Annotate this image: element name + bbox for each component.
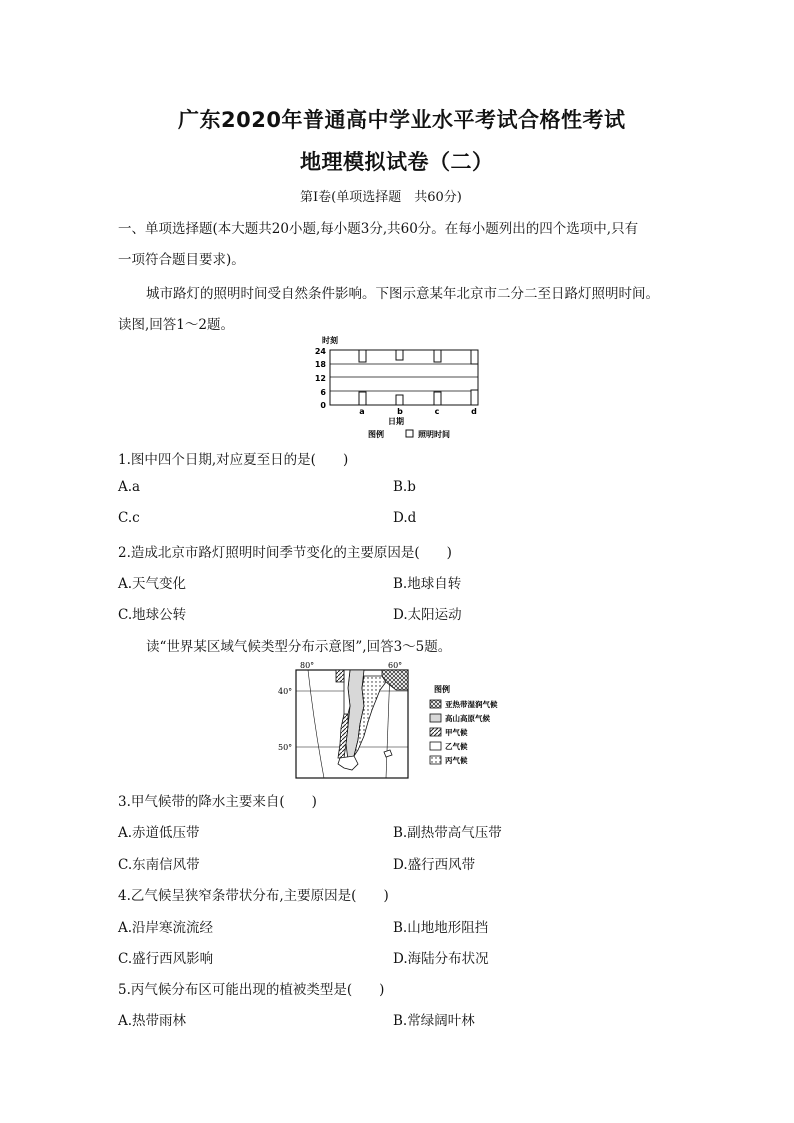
gridlines — [330, 364, 478, 391]
y-tick-0: 0 — [320, 401, 326, 410]
page-title: 广东2020年普通高中学业水平考试合格性考试 — [178, 108, 626, 132]
legend-item: 照明时间 — [418, 430, 450, 439]
lon-label-60: 60° — [388, 661, 403, 670]
x-label-c: c — [434, 407, 440, 416]
y-tick-6: 6 — [320, 388, 326, 397]
legend-label-yi: 乙气候 — [445, 742, 468, 751]
question-5-stem: 5.丙气候分布区可能出现的植被类型是( ) — [118, 982, 385, 998]
x-label-a: a — [359, 407, 365, 416]
question-5-option-b[interactable]: B.常绿阔叶林 — [393, 1013, 475, 1029]
legend-label-alpine: 高山高原气候 — [445, 714, 490, 723]
legend-swatch-bing — [430, 756, 441, 764]
question-1-option-c[interactable]: C.c — [118, 510, 140, 526]
x-axis-labels — [359, 407, 477, 416]
question-5-option-a[interactable]: A.热带雨林 — [118, 1013, 187, 1029]
legend-label-bing: 丙气候 — [445, 756, 468, 765]
lon-label-80: 80° — [300, 661, 315, 670]
question-2-option-c[interactable]: C.地球公转 — [118, 607, 187, 623]
question-2-option-d[interactable]: D.太阳运动 — [393, 607, 462, 623]
question-1-option-d[interactable]: D.d — [393, 510, 417, 526]
question-3-option-c[interactable]: C.东南信风带 — [118, 857, 200, 873]
instructions-line2: 一项符合题目要求)。 — [118, 252, 245, 268]
bar-c-evening — [434, 350, 441, 362]
question-2-stem: 2.造成北京市路灯照明时间季节变化的主要原因是( ) — [118, 545, 452, 561]
question-1-stem: 1.图中四个日期,对应夏至日的是( ) — [118, 452, 349, 468]
lighting-bars — [359, 350, 478, 405]
bar-b-evening — [396, 350, 403, 360]
legend-label-subtropical: 亚热带湿润气候 — [445, 700, 498, 709]
question-3-option-a[interactable]: A.赤道低压带 — [118, 825, 200, 841]
lat-label-40: 40° — [278, 687, 293, 696]
question-4-option-a[interactable]: A.沿岸寒流流经 — [118, 920, 214, 936]
x-label-d: d — [471, 407, 477, 416]
y-axis-ticks — [315, 347, 327, 410]
section-heading: 第Ⅰ卷(单项选择题 共60分) — [300, 190, 462, 205]
question-3-stem: 3.甲气候带的降水主要来自( ) — [118, 794, 317, 810]
lighting-time-chart — [300, 330, 490, 445]
region-jia-north — [336, 670, 344, 682]
x-label-b: b — [397, 407, 403, 416]
bar-b-morning — [396, 395, 403, 405]
legend-swatch-jia — [430, 728, 441, 736]
question-2-option-b[interactable]: B.地球自转 — [393, 576, 462, 592]
bar-d-evening — [471, 350, 478, 364]
instructions-line1: 一、单项选择题(本大题共20小题,每小题3分,共60分。在每小题列出的四个选项中,只有 — [118, 221, 639, 237]
question-1-option-a[interactable]: A.a — [118, 479, 141, 495]
bar-a-morning — [359, 392, 366, 405]
chart-frame — [330, 350, 478, 405]
legend-items — [430, 699, 498, 765]
legend-label: 图例 — [368, 430, 384, 439]
question-1-option-b[interactable]: B.b — [393, 479, 416, 495]
legend-swatch — [406, 430, 413, 437]
legend-label-jia: 甲气候 — [445, 728, 468, 737]
climate-map — [278, 660, 528, 782]
y-tick-12: 12 — [314, 374, 326, 383]
legend-title: 图例 — [434, 685, 450, 694]
question-3-option-b[interactable]: B.副热带高气压带 — [393, 825, 502, 841]
question-4-option-c[interactable]: C.盛行西风影响 — [118, 951, 214, 967]
passage1-line2: 读图,回答1～2题。 — [118, 317, 234, 333]
page-subtitle: 地理模拟试卷（二） — [300, 150, 494, 174]
legend-swatch-subtropical — [430, 700, 441, 708]
lat-label-50: 50° — [278, 743, 293, 752]
y-axis-title: 时刻 — [322, 336, 338, 345]
bar-a-evening — [359, 350, 366, 362]
question-4-stem: 4.乙气候呈狭窄条带状分布,主要原因是( ) — [118, 888, 389, 904]
y-tick-24: 24 — [314, 347, 326, 356]
question-3-option-d[interactable]: D.盛行西风带 — [393, 857, 476, 873]
bar-c-morning — [434, 392, 441, 405]
legend-swatch-alpine — [430, 714, 441, 722]
question-2-option-a[interactable]: A.天气变化 — [118, 576, 187, 592]
passage2-line1: 读“世界某区域气候类型分布示意图”,回答3～5题。 — [146, 639, 452, 655]
legend-swatch-yi — [430, 742, 441, 750]
y-tick-18: 18 — [314, 360, 326, 369]
bar-d-morning — [471, 390, 478, 405]
passage1-line1: 城市路灯的照明时间受自然条件影响。下图示意某年北京市二分二至日路灯照明时间。 — [146, 286, 659, 302]
question-4-option-b[interactable]: B.山地地形阻挡 — [393, 920, 489, 936]
x-axis-title: 日期 — [388, 417, 404, 426]
question-4-option-d[interactable]: D.海陆分布状况 — [393, 951, 489, 967]
